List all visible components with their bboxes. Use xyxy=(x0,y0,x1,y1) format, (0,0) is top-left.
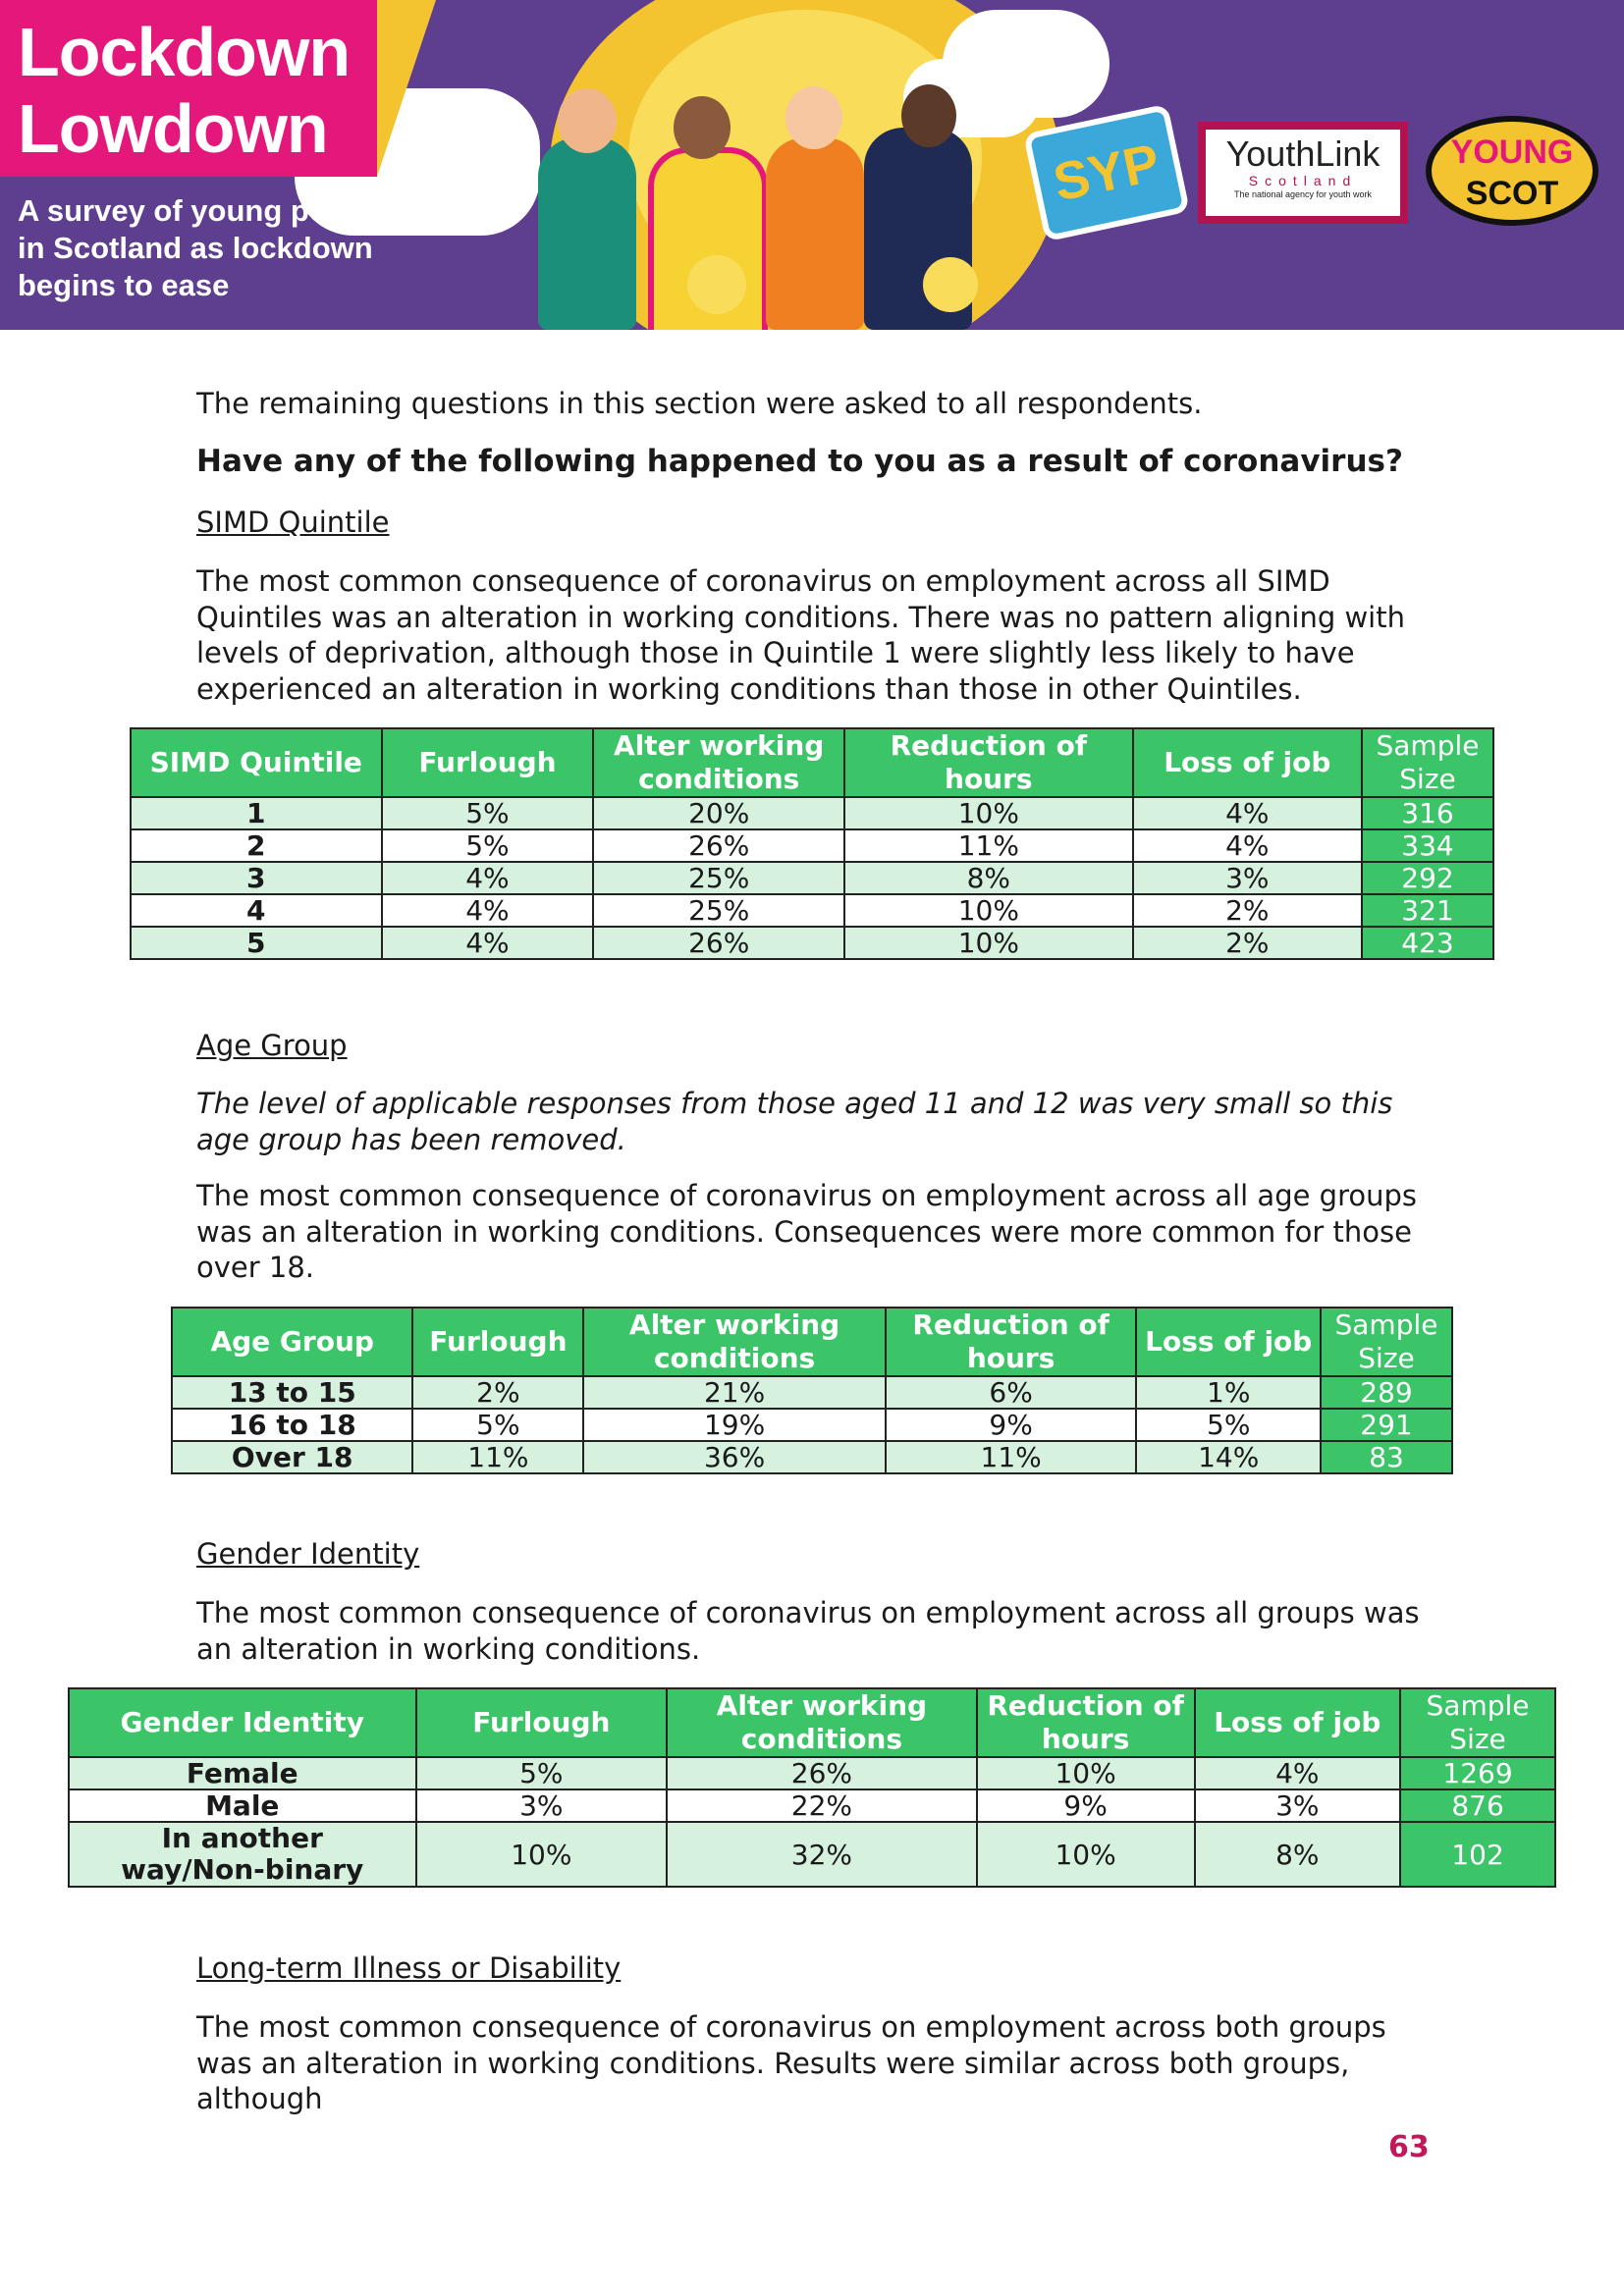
table-cell: 3% xyxy=(1133,862,1362,894)
table-cell: 289 xyxy=(1321,1376,1452,1409)
report-subtitle: A survey of young people in Scotland as lockdown begins to ease xyxy=(18,193,389,302)
table-cell: 876 xyxy=(1400,1789,1555,1822)
column-header: SIMD Quintile xyxy=(131,728,382,797)
youngscot-logo xyxy=(1426,116,1598,226)
table-cell: 2% xyxy=(412,1376,583,1409)
age-text: The most common consequence of coronavirus on employment across all age groups was an alteration in working conditions. Consequences were more common for those over 18. xyxy=(196,1179,1418,1284)
table-cell: 291 xyxy=(1321,1409,1452,1441)
table-row xyxy=(69,1822,1555,1887)
column-header: Alter working conditions xyxy=(583,1308,885,1376)
person-illustration xyxy=(538,137,636,330)
table-cell: 102 xyxy=(1400,1822,1555,1887)
table-row xyxy=(131,894,1493,927)
table-cell: 4% xyxy=(1195,1757,1401,1789)
table-cell: 10% xyxy=(416,1822,668,1887)
person-illustration xyxy=(766,137,864,330)
table-cell: 5 xyxy=(131,927,382,959)
table-cell: Male xyxy=(69,1789,416,1822)
table-cell: 8% xyxy=(1195,1822,1401,1887)
table-cell: 1 xyxy=(131,797,382,829)
table-cell: 10% xyxy=(844,894,1133,927)
table-cell: 423 xyxy=(1362,927,1493,959)
column-header: Sample Size xyxy=(1321,1308,1452,1376)
page-number: 63 xyxy=(1388,2130,1430,2164)
table-cell: 1269 xyxy=(1400,1757,1555,1789)
table-cell: 22% xyxy=(667,1789,977,1822)
table-cell: 16 to 18 xyxy=(172,1409,412,1441)
table-cell: 4% xyxy=(382,927,594,959)
table-cell: 25% xyxy=(593,894,844,927)
column-header: Furlough xyxy=(382,728,594,797)
table-cell: 14% xyxy=(1136,1441,1321,1473)
column-header: Sample Size xyxy=(1400,1688,1555,1757)
table-row xyxy=(131,927,1493,959)
table-header-row xyxy=(172,1308,1452,1376)
youthlink-logo-tagline: The national agency for youth work xyxy=(1233,189,1373,199)
table-cell: 11% xyxy=(844,829,1133,862)
table-cell: 10% xyxy=(844,797,1133,829)
simd-table xyxy=(130,727,1494,960)
table-cell: 10% xyxy=(977,1822,1195,1887)
table-cell: 334 xyxy=(1362,829,1493,862)
table-cell: 5% xyxy=(412,1409,583,1441)
youthlink-logo-text: YouthLink xyxy=(1225,133,1380,174)
table-cell: 2% xyxy=(1133,894,1362,927)
table-cell: 21% xyxy=(583,1376,885,1409)
person-head xyxy=(901,84,956,147)
table-row xyxy=(172,1409,1452,1441)
table-cell: 4% xyxy=(1133,829,1362,862)
table-cell: 5% xyxy=(416,1757,668,1789)
table-cell: 19% xyxy=(583,1409,885,1441)
table-cell: 20% xyxy=(593,797,844,829)
table-row xyxy=(131,862,1493,894)
gender-heading: Gender Identity xyxy=(196,1537,420,1571)
table-cell: 3% xyxy=(416,1789,668,1822)
youthlink-logo xyxy=(1198,122,1408,224)
column-header: Alter working conditions xyxy=(667,1688,977,1757)
column-header: Gender Identity xyxy=(69,1688,416,1757)
gender-table xyxy=(68,1687,1556,1888)
table-cell: In another way/Non-binary xyxy=(69,1822,416,1887)
column-header: Loss of job xyxy=(1195,1688,1401,1757)
table-row xyxy=(172,1376,1452,1409)
age-heading: Age Group xyxy=(196,1029,348,1062)
question-heading: Have any of the following happened to you as a result of coronavirus? xyxy=(196,444,1403,479)
table-cell: 3 xyxy=(131,862,382,894)
table-cell: 4% xyxy=(1133,797,1362,829)
table-row xyxy=(172,1441,1452,1473)
table-cell: 13 to 15 xyxy=(172,1376,412,1409)
table-cell: 3% xyxy=(1195,1789,1401,1822)
table-cell: 10% xyxy=(844,927,1133,959)
table-row xyxy=(69,1757,1555,1789)
report-title xyxy=(18,14,350,167)
table-cell: 316 xyxy=(1362,797,1493,829)
intro-text: The remaining questions in this section were asked to all respondents. xyxy=(196,387,1203,420)
title-line-1: Lockdown xyxy=(18,14,351,90)
table-cell: 4% xyxy=(382,894,594,927)
table-cell: 36% xyxy=(583,1441,885,1473)
table-header-row xyxy=(131,728,1493,797)
table-row xyxy=(131,829,1493,862)
table-cell: 5% xyxy=(382,829,594,862)
table-cell: 1% xyxy=(1136,1376,1321,1409)
table-cell: 9% xyxy=(977,1789,1195,1822)
illness-heading: Long-term Illness or Disability xyxy=(196,1951,622,1985)
smiley-icon xyxy=(687,255,746,314)
table-cell: 6% xyxy=(886,1376,1137,1409)
column-header: Sample Size xyxy=(1362,728,1493,797)
table-row xyxy=(69,1789,1555,1822)
column-header: Reduction of hours xyxy=(977,1688,1195,1757)
table-row xyxy=(131,797,1493,829)
youngscot-logo-line2: SCOT xyxy=(1465,175,1559,212)
column-header: Furlough xyxy=(412,1308,583,1376)
table-cell: 2% xyxy=(1133,927,1362,959)
table-cell: 26% xyxy=(593,829,844,862)
title-line-2: Lowdown xyxy=(18,90,328,167)
table-cell: 321 xyxy=(1362,894,1493,927)
youngscot-logo-line1: YOUNG xyxy=(1450,133,1574,171)
column-header: Loss of job xyxy=(1133,728,1362,797)
simd-text: The most common consequence of coronavirus on employment across all SIMD Quintiles was an alteration in working conditions. There was no pattern aligning with levels of deprivation, although those in Quintile 1 were slightly less likely to have experienced an alteration in working conditions than those in other Quintiles. xyxy=(196,564,1405,706)
illness-text: The most common consequence of coronavirus on employment across both groups was an alteration in working conditions. Results were similar across both groups, although xyxy=(196,2010,1386,2115)
table-cell: 8% xyxy=(844,862,1133,894)
column-header: Reduction of hours xyxy=(886,1308,1137,1376)
age-table xyxy=(171,1307,1453,1474)
table-cell: Over 18 xyxy=(172,1441,412,1473)
table-cell: 25% xyxy=(593,862,844,894)
table-cell: 4 xyxy=(131,894,382,927)
table-header-row xyxy=(69,1688,1555,1757)
column-header: Reduction of hours xyxy=(844,728,1133,797)
table-cell: 26% xyxy=(593,927,844,959)
person-head xyxy=(558,88,617,153)
table-cell: 5% xyxy=(1136,1409,1321,1441)
table-cell: 26% xyxy=(667,1757,977,1789)
gender-text: The most common consequence of coronavirus on employment across all groups was an alteration in working conditions. xyxy=(196,1596,1420,1666)
table-cell: Female xyxy=(69,1757,416,1789)
column-header: Age Group xyxy=(172,1308,412,1376)
age-note: The level of applicable responses from those aged 11 and 12 was very small so this age group has been removed. xyxy=(196,1087,1393,1156)
table-cell: 292 xyxy=(1362,862,1493,894)
title-accent xyxy=(377,0,436,177)
table-cell: 5% xyxy=(382,797,594,829)
person-head xyxy=(785,86,842,149)
syp-logo-text: SYP xyxy=(1048,133,1165,213)
column-header: Alter working conditions xyxy=(593,728,844,797)
column-header: Loss of job xyxy=(1136,1308,1321,1376)
column-header: Furlough xyxy=(416,1688,668,1757)
table-cell: 83 xyxy=(1321,1441,1452,1473)
header-banner xyxy=(0,0,1624,330)
table-cell: 2 xyxy=(131,829,382,862)
table-cell: 9% xyxy=(886,1409,1137,1441)
table-cell: 32% xyxy=(667,1822,977,1887)
table-cell: 11% xyxy=(886,1441,1137,1473)
table-cell: 11% xyxy=(412,1441,583,1473)
table-cell: 4% xyxy=(382,862,594,894)
table-cell: 10% xyxy=(977,1757,1195,1789)
simd-heading: SIMD Quintile xyxy=(196,506,390,539)
heart-eyes-smiley-icon xyxy=(923,257,978,312)
person-head xyxy=(674,96,731,159)
youthlink-logo-sub: Scotland xyxy=(1248,173,1358,188)
